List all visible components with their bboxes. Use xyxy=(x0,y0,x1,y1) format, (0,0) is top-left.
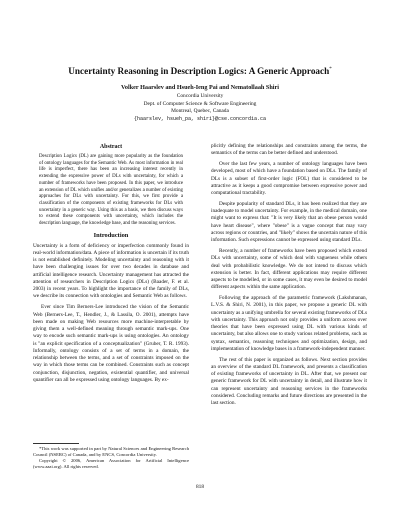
paper-title xyxy=(20,64,380,77)
affiliation-department: Dept. of Computer Science & Software Engineering xyxy=(143,100,257,107)
intro-paragraph-8: The rest of this paper is organized as follows. Next section provides an overview of the standard DL framework, and presents a classification of existing frameworks of uncertainty in DL. After that, we present our generic framework for DL with uncertainty in detail, and illustrate how it can represent uncertainty and reasoning services in the frameworks considered. Concluding remarks and future directions are presented in the last section. xyxy=(211,356,367,407)
copyright-footnote: Copyright © 2006, American Association for Artificial Intelligence (www.aaai.org). All rights reserved. xyxy=(33,458,189,469)
abstract-section xyxy=(33,143,189,228)
affiliation-location: Montreal, Quebec, Canada xyxy=(171,108,229,115)
introduction-heading: Introduction xyxy=(93,231,129,239)
funding-footnote: *This work was supported in part by Natural Sciences and Engineering Research Council (NSERC) of Canada, and by ENCS, Concordia University. xyxy=(33,446,189,457)
intro-paragraph-7: Following the approach of the parametric framework (Lakshmanan, L.V.S. & Shiri, N. 2001), in this paper, we propose a generic DL with uncertainty as a unifying umbrella for several existing frameworks of DLs with uncertainty. This approach not only provides a uniform access over theories that have been expressed using DL with various kinds of uncertainty, but also allows one to study various related problems, such as syntax, semantics, reasoning techniques and optimization, design, and implementation of knowledge bases in a framework-independent manner. xyxy=(211,295,367,352)
abstract-heading: Abstract xyxy=(99,144,123,150)
intro-paragraph-6: Recently, a number of frameworks have been proposed which extend DLs with uncertainty, some of which deal with vagueness while others deal with probabilistic knowledge. We do not intend to discuss which extension is better. In fact, different applications may require different aspects to be modelled, or in some cases, it may even be desired to model different aspects within the same application. xyxy=(211,248,367,291)
left-column xyxy=(33,143,189,388)
author-list: Volker Haarslev and Hsueh-Ieng Pai and Nematollaah Shiri xyxy=(121,84,279,91)
footnotes xyxy=(33,443,189,470)
right-column xyxy=(211,143,367,411)
title-footnote-mark: * xyxy=(329,67,332,72)
intro-paragraph-2: Ever since Tim Berners-Lee introduced the vision of the Semantic Web (Berners-Lee, T., Hendler, J., & Lassila, O. 2001), attempts have been made on making Web resources more machine-interpretable by giving them a well-defined meaning through semantic mark-ups. One way to encode such semantic mark-ups is using ontologies. An ontology is "an explicit specification of a conceptualization" (Gruber, T. R. 1993). Informally, ontology consists of a set of terms in a domain, the relationship between the terms, and a set of constraints imposed on the way in which those terms can be combined. Constraints such as concept conjunction, disjunction, negation, existential quantifier, and universal quantifier can all be expressed using ontology languages. By ex- xyxy=(33,304,189,383)
footnote-rule xyxy=(33,443,79,444)
abstract-text: Description Logics (DL) are gaining more popularity as the foundation of ontology languages for the Semantic Web. As most information in real life is imperfect, there has been an increasing interest recently in extending the expressive power of DLs with uncertainty, for which a number of frameworks have been proposed. In this paper, we introduce an extension of DL which unifies and/or generalizes a number of existing approaches for DLs with uncertainty. For this, we first provide a classification of the components of existing frameworks for DLs with uncertainty in a generic way. Using this as a basis, we then discuss ways to extend these components with uncertainty, which includes the description language, the knowledge base, and the reasoning services. xyxy=(39,154,183,227)
intro-paragraph-1: Uncertainty is a form of deficiency or imperfection commonly found in real-world information/data. A piece of information is uncertain if its truth is not established definitely. Modeling uncertainty and reasoning with it have been challenging issues for over two decades in database and artificial intelligence research. Uncertainty management has attracted the attention of researchers in Description Logics (DLs) (Baader, F. et al. 2003) in recent years. To highlight the importance of the family of DLs, we describe its connection with ontologies and Semantic Web as follows. xyxy=(33,242,189,300)
affiliation-emails: {haarslev, hsueh_pa, shiri}@cse.concordia.ca xyxy=(133,115,267,122)
intro-paragraph-3: plicitly defining the relationships and constraints among the terms, the semantics of the terms can be better defined and understood. xyxy=(211,143,367,157)
affiliation-university: Concordia University xyxy=(176,93,224,99)
affiliation-block xyxy=(20,93,380,123)
title-text: Uncertainty Reasoning in Description Logics: A Generic Approach xyxy=(68,66,330,77)
page-number: 818 xyxy=(195,484,205,490)
intro-paragraph-4: Over the last few years, a number of ontology languages have been developed, most of which have a foundation based on DLs. The family of DLs is a subset of first-order logic (FOL) that is considered to be attractive as it keeps a good compromise between expressive power and computational tractability. xyxy=(211,161,367,197)
intro-paragraph-5: Despite popularity of standard DLs, it has been realized that they are inadequate to model uncertainty. For example, in the medical domain, one might want to express that: "It is very likely that an obese person would have heart disease", where "obese" is a vague concept that may vary across regions or countries, and "likely" shows the uncertain nature of this information. Such expressions cannot be expressed using standard DLs. xyxy=(211,200,367,244)
